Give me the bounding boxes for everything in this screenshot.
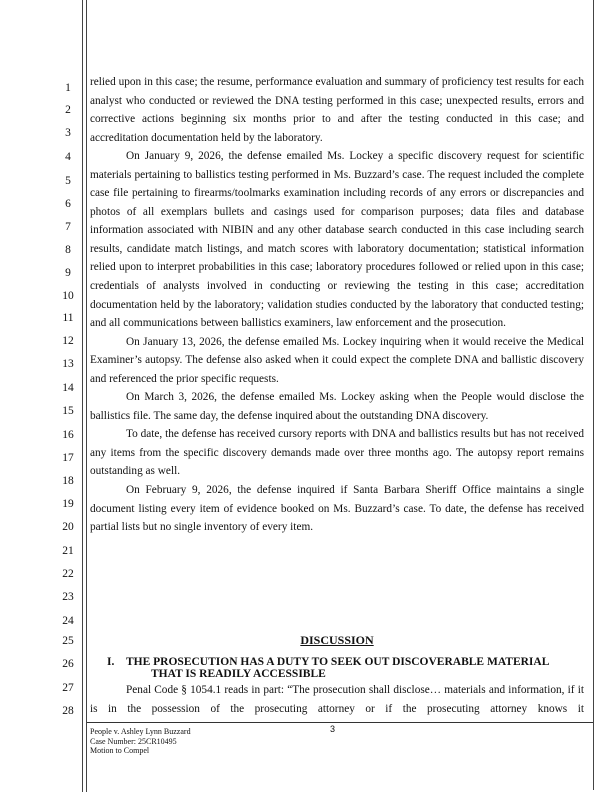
paragraph: On January 9, 2026, the defense emailed Ms. Lockey a specific discovery request for scientific materials pertaining to ballistics testing performed in Ms. Buzzard’s case. The request included the complete case file pertaining to firearms/toolmarks examination including records of any errors or discrepancies and photos of all exemplars bullets and casings used for comparison purposes; data files and database information associated with NIBIN and any other database search conducted in this case including search results, candidate match listings, and match scores with laboratory documentation; statistical information relied upon to interpret probabilities in this case; laboratory procedures followed or relied upon in this case; credentials of analysts involved in conducting or reviewing the testing in this case; accreditation documentation held by the laboratory; validation studies conducted by the laboratory that conducted testing; and all communications between ballistics examiners, law enforcement and the prosecution. <box>90 150 584 330</box>
line-number: 14 <box>62 382 74 394</box>
line-number: 10 <box>62 290 74 302</box>
line-number: 3 <box>65 127 71 139</box>
left-margin-line-inner <box>86 0 87 792</box>
paragraph: Penal Code § 1054.1 reads in part: “The prosecution shall disclose… materials and information, if it is in the possession of the prosecuting attorney or if the prosecuting attorney knows it <box>90 684 584 715</box>
line-number: 26 <box>62 658 74 670</box>
section-heading <box>107 656 577 680</box>
footer-divider <box>87 722 593 723</box>
line-number: 5 <box>65 175 71 187</box>
line-number: 25 <box>62 635 74 647</box>
paragraph: On January 13, 2026, the defense emailed Ms. Lockey inquiring when it would receive the Medical Examiner’s autopsy. The defense also asked when it could expect the complete DNA and ballistic discovery and referenced the prior specific requests. <box>90 335 584 385</box>
line-number: 4 <box>65 151 71 163</box>
section-number: I. <box>107 656 115 668</box>
footer-case-name: People v. Ashley Lynn Buzzard <box>90 727 191 736</box>
left-margin-line-outer <box>82 0 83 792</box>
line-number: 22 <box>62 568 74 580</box>
line-number: 17 <box>62 452 74 464</box>
line-number: 15 <box>62 405 74 417</box>
final-paragraph-block <box>90 681 584 718</box>
paragraph: To date, the defense has received cursory reports with DNA and ballistics results but has not received any items from the specific discovery demands made over three months ago. The autopsy report remains outstanding as well. <box>90 428 584 478</box>
right-margin-line <box>593 0 594 790</box>
line-number: 1 <box>65 82 71 94</box>
line-number: 16 <box>62 429 74 441</box>
line-number: 11 <box>62 312 74 324</box>
line-number: 6 <box>65 198 71 210</box>
section-heading-line2: THAT IS READILY ACCESSIBLE <box>151 668 326 680</box>
line-number: 20 <box>62 521 74 533</box>
line-number: 2 <box>65 104 71 116</box>
footer-document-title: Motion to Compel <box>90 746 150 755</box>
discussion-title: DISCUSSION <box>300 633 374 647</box>
line-number: 7 <box>65 221 71 233</box>
paragraph: On March 3, 2026, the defense emailed Ms. Lockey asking when the People would disclose the ballistics file. The same day, the defense inquired about the outstanding DNA discovery. <box>90 391 584 422</box>
document-body <box>90 73 584 537</box>
line-number: 24 <box>62 615 74 627</box>
line-number: 9 <box>65 267 71 279</box>
line-number: 13 <box>62 358 74 370</box>
section-heading-line1: THE PROSECUTION HAS A DUTY TO SEEK OUT DISCOVERABLE MATERIAL <box>126 656 550 668</box>
footer <box>90 727 191 756</box>
footer-case-number: Case Number: 25CR10495 <box>90 736 177 746</box>
paragraph: On February 9, 2026, the defense inquired if Santa Barbara Sheriff Office maintains a single document listing every item of evidence booked on Ms. Buzzard’s case. To date, the defense has received partial lists but no single inventory of every item. <box>90 484 584 534</box>
line-number: 18 <box>62 475 74 487</box>
paragraph: relied upon in this case; the resume, performance evaluation and summary of proficiency test results for each analyst who conducted or reviewed the DNA testing performed in this case; unexpected results, errors and corrective actions beginning six months prior to and after the testing conducted in this case; and accreditation documentation held by the laboratory. <box>90 76 584 144</box>
line-number: 23 <box>62 591 74 603</box>
line-number: 19 <box>62 498 74 510</box>
line-number: 21 <box>62 545 74 557</box>
line-number: 8 <box>65 244 71 256</box>
line-number: 27 <box>62 682 74 694</box>
page-number: 3 <box>330 724 336 734</box>
line-number: 12 <box>62 335 74 347</box>
line-number: 28 <box>62 705 74 717</box>
